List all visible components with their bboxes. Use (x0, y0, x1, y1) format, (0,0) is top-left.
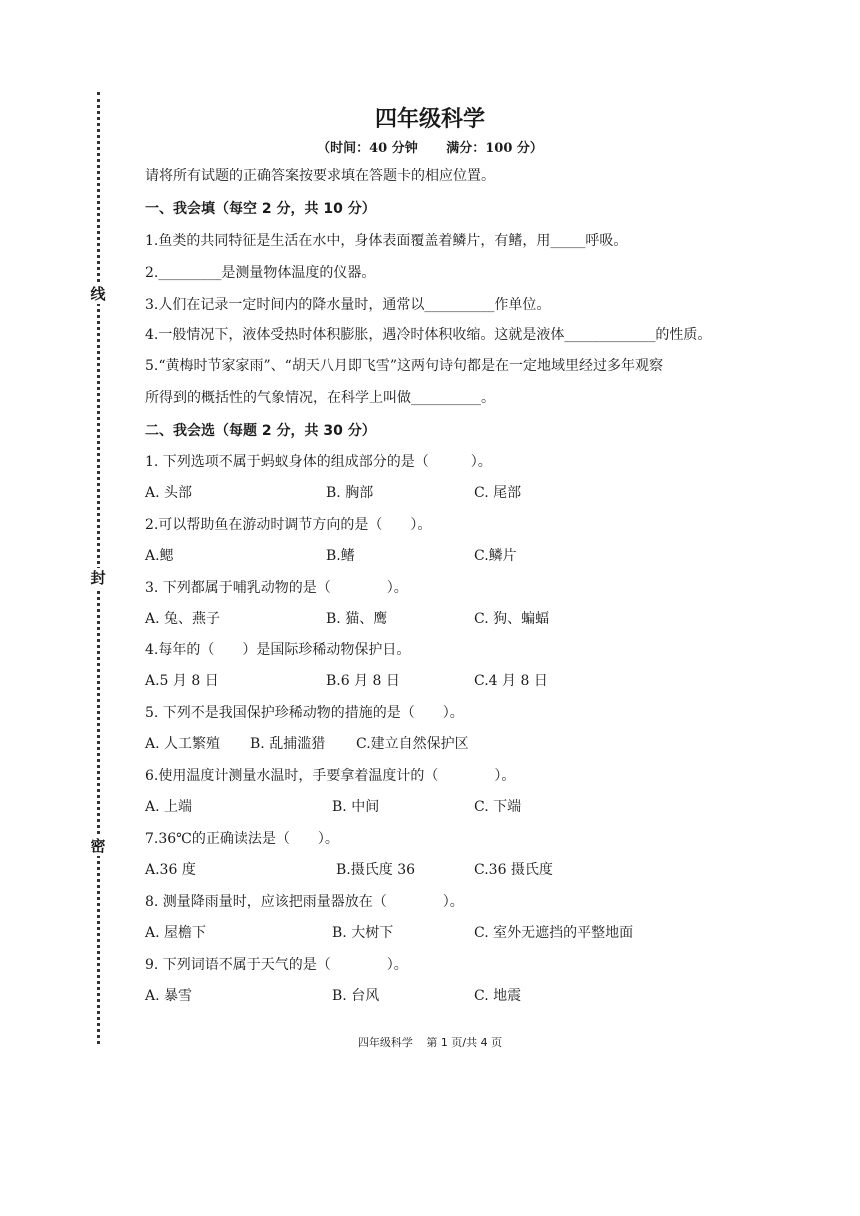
q1-option-c: C. 尾部 (474, 485, 522, 501)
q2-option-a: A.鳃 (145, 548, 174, 564)
q7-option-b: B.摄氏度 36 (336, 862, 416, 878)
choice-question-5: 5. 下列不是我国保护珍稀动物的措施的是（ ）。 (145, 705, 464, 721)
section1-heading: 一、我会填（每空 2 分，共 10 分） (145, 201, 376, 217)
choice-question-2: 2.可以帮助鱼在游动时调节方向的是（ ）。 (145, 517, 432, 533)
q9-option-c: C. 地震 (474, 988, 522, 1004)
choice-question-6: 6.使用温度计测量水温时，手要拿着温度计的（ ）。 (145, 768, 516, 784)
q1-option-b: B. 胸部 (326, 485, 374, 501)
page-footer (0, 1034, 860, 1050)
q6-option-b: B. 中间 (332, 799, 380, 815)
instruction: 请将所有试题的正确答案按要求填在答题卡的相应位置。 (145, 168, 495, 184)
q9-option-a: A. 暴雪 (145, 988, 193, 1004)
q5-option-c: C.建立自然保护区 (356, 736, 469, 752)
fill-question-1: 1.鱼类的共同特征是生活在水中，身体表面覆盖着鳞片，有鳍，用_____呼吸。 (145, 233, 628, 249)
choice-question-9: 9. 下列词语不属于天气的是（ ）。 (145, 957, 408, 973)
q8-option-c: C. 室外无遮挡的平整地面 (474, 925, 634, 941)
q7-option-a: A.36 度 (145, 862, 196, 878)
q3-option-a: A. 兔、燕子 (145, 611, 221, 627)
footer-subject: 四年级科学 (357, 1036, 413, 1049)
binding-char-feng: 封 (88, 568, 108, 588)
q1-option-a: A. 头部 (145, 485, 193, 501)
section2-heading: 二、我会选（每题 2 分，共 30 分） (145, 423, 376, 439)
exam-info (0, 137, 860, 156)
choice-question-3: 3. 下列都属于哺乳动物的是（ ）。 (145, 580, 408, 596)
q3-option-b: B. 猫、鹰 (326, 611, 388, 627)
q2-option-c: C.鳞片 (474, 548, 517, 564)
footer-page-number: 第 1 页/共 4 页 (426, 1036, 503, 1049)
binding-char-mi: 密 (88, 836, 108, 856)
choice-question-7: 7.36℃的正确读法是（ ）。 (145, 831, 339, 847)
fill-question-2: 2._________是测量物体温度的仪器。 (145, 265, 376, 281)
q7-option-c: C.36 摄氏度 (474, 862, 553, 878)
q4-option-b: B.6 月 8 日 (326, 673, 400, 689)
q5-option-b: B. 乱捕滥猎 (250, 736, 326, 752)
choice-question-4: 4.每年的（ ）是国际珍稀动物保护日。 (145, 642, 411, 658)
q5-option-a: A. 人工繁殖 (145, 736, 221, 752)
q6-option-a: A. 上端 (145, 799, 193, 815)
q4-option-a: A.5 月 8 日 (145, 673, 219, 689)
binding-char-xian: 线 (88, 284, 108, 304)
q2-option-b: B.鳍 (326, 548, 355, 564)
fill-question-4: 4.一般情况下，液体受热时体积膨胀，遇冷时体积收缩。这就是液体_____________的性质。 (145, 327, 712, 343)
fill-question-5-cont: 所得到的概括性的气象情况，在科学上叫做__________。 (145, 390, 495, 406)
fill-question-3: 3.人们在记录一定时间内的降水量时，通常以__________作单位。 (145, 297, 551, 313)
q8-option-a: A. 屋檐下 (145, 925, 207, 941)
exam-time: （时间：40 分钟 (317, 141, 418, 156)
choice-question-1: 1. 下列选项不属于蚂蚁身体的组成部分的是（ ）。 (145, 454, 492, 470)
choice-question-8: 8. 测量降雨量时，应该把雨量器放在（ ）。 (145, 894, 464, 910)
page-title: 四年级科学 (374, 107, 485, 132)
q3-option-c: C. 狗、蝙蝠 (474, 611, 550, 627)
q8-option-b: B. 大树下 (332, 925, 394, 941)
fill-question-5: 5.“黄梅时节家家雨”、“胡天八月即飞雪”这两句诗句都是在一定地域里经过多年观察 (145, 358, 663, 374)
q4-option-c: C.4 月 8 日 (474, 673, 548, 689)
exam-score: 满分：100 分） (446, 141, 543, 156)
q6-option-c: C. 下端 (474, 799, 522, 815)
q9-option-b: B. 台风 (332, 988, 380, 1004)
